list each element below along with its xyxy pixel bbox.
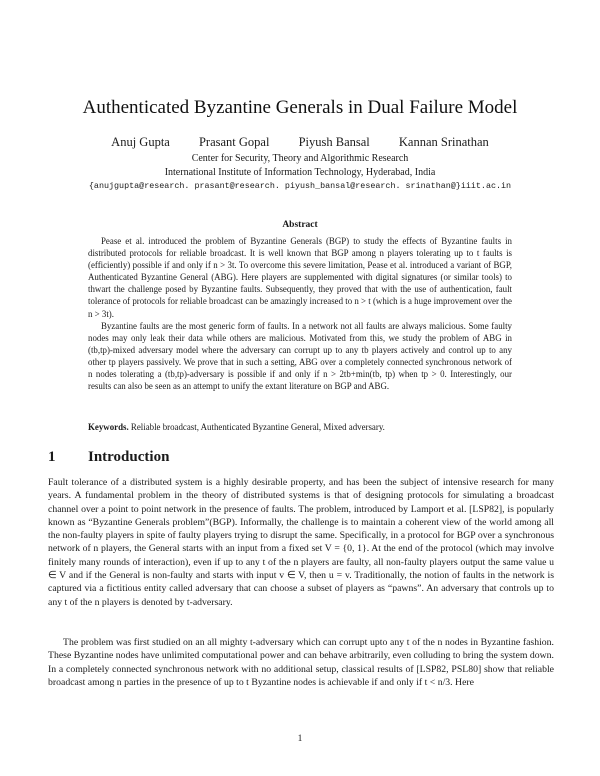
affiliation-institute: International Institute of Information Technology, Hyderabad, India	[164, 167, 436, 178]
intro-paragraph-2: The problem was first studied on an all mighty t-adversary which can corrupt upto any t of the n nodes in Byzantine fashion. These Byzantine nodes have unlimited computational power and can behave arbitrarily, even colluding to bring the system down. In a completely connected synchronous network with no additional setup, classical results of [LSP82, PSL80] show that reliable broadcast among n parties in the presence of up to t Byzantine nodes is achievable if and only if t < n/3. Here	[48, 637, 554, 688]
page-number: 1	[297, 734, 303, 744]
author-name: Piyush Bansal	[298, 135, 370, 149]
author-name: Prasant Gopal	[198, 135, 270, 149]
section-number: 1	[48, 449, 56, 465]
author-list	[0, 135, 600, 150]
abstract-heading: Abstract	[282, 220, 318, 230]
abstract-paragraph-2: Byzantine faults are the most generic form of faults. In a network not all faults are always malicious. Some faulty nodes may only leak their data while others are malicious. Motivated from this, we study the problem of ABG in (tb,tp)-mixed adversary model where the adversary can corrupt up to any tb players actively and control up to any other tp players passively. We prove that in such a setting, ABG over a completely connected synchronous network of n nodes tolerating a (tb,tp)-adversary is possible if and only if n > 2tb+min(tb, tp) when tp > 0. Interestingly, our results can also be seen as an attempt to unify the extant literature on BGP and ABG.	[88, 321, 512, 392]
section-title: Introduction	[88, 449, 170, 465]
author-emails: {anujgupta@research. prasant@research. piyush_bansal@research. srinathan@}iiit.ac.in	[88, 181, 512, 191]
section-heading	[48, 449, 169, 466]
affiliation-center: Center for Security, Theory and Algorithmic Research	[191, 153, 409, 164]
abstract-paragraph-1: Pease et al. introduced the problem of Byzantine Generals (BGP) to study the effects of Byzantine faults in distributed protocols for reliable broadcast. It is well known that BGP among n players tolerating up to t faults is (efficiently) possible if and only if n > 3t. To overcome this severe limitation, Pease et al. introduced a variant of BGP, Authenticated Byzantine General (ABG). Here players are supplemented with digital signatures (or similar tools) to thwart the challenge posed by Byzantine faults. Subsequently, they proved that with the use of authentication, fault tolerance of protocols for reliable broadcast can be amazingly increased to n > t (which is a huge improvement over the n > 3t).	[88, 236, 512, 319]
keywords-line	[88, 422, 528, 432]
author-name: Anuj Gupta	[111, 135, 170, 149]
keywords-label: Keywords.	[88, 422, 129, 432]
intro-paragraph-1: Fault tolerance of a distributed system is a highly desirable property, and has been the subject of intensive research for many years. A fundamental problem in the theory of distributed systems is that of designing protocols for simulating a broadcast channel over a point to point network in the presence of faults. The problem, introduced by Lamport et al. [LSP82], is popularly known as “Byzantine Generals problem”(BGP). Informally, the challenge is to maintain a coherent view of the world among all the non-faulty players in spite of faulty players trying to disrupt the same. Specifically, in a protocol for BGP over a synchronous network of n players, the General starts with an input from a fixed set V = {0, 1}. At the end of the protocol (which may involve finitely many rounds of interaction), even if up to any t of the n players are faulty, all non-faulty players output the same value u ∈ V and if the General is non-faulty and starts with input v ∈ V, then u = v. Traditionally, the notion of faults in the network is captured via a fictitious entity called adversary that can choose a subset of players as “pawns”. An adversary that controls up to any t of the n players is denoted by t-adversary.	[48, 477, 554, 608]
keywords-text: Reliable broadcast, Authenticated Byzantine General, Mixed adversary.	[130, 422, 385, 432]
author-name: Kannan Srinathan	[398, 135, 489, 149]
paper-title: Authenticated Byzantine Generals in Dual Failure Model	[82, 97, 518, 118]
